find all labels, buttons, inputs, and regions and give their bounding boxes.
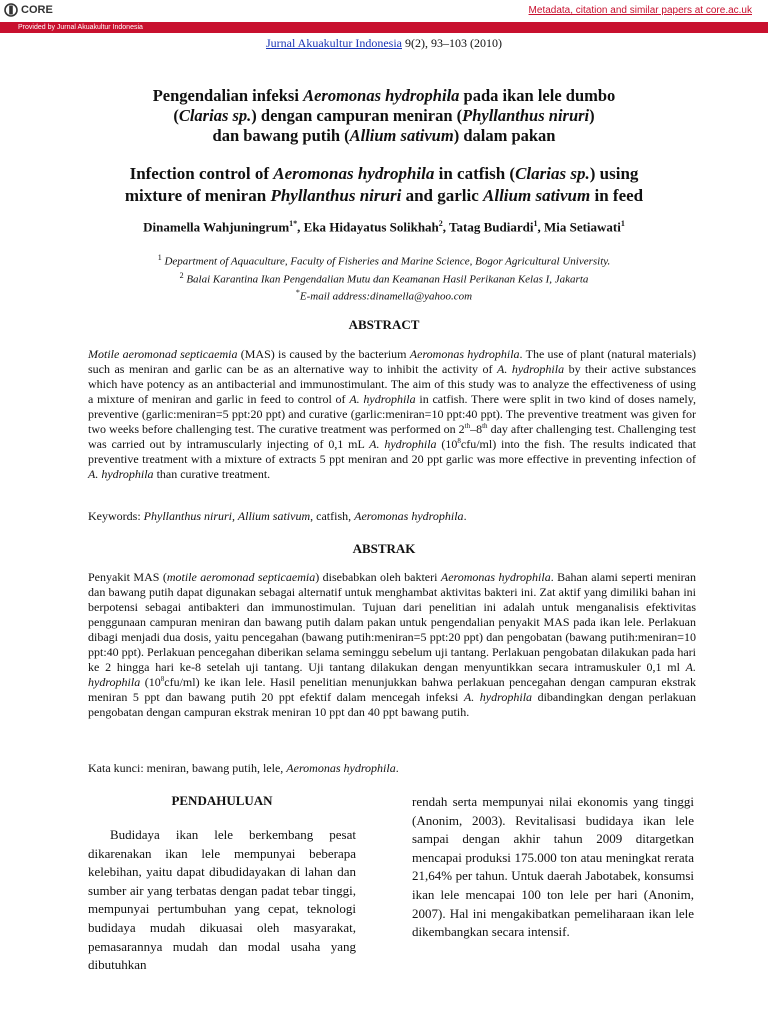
email: *E-mail address:dinamella@yahoo.com (295, 288, 473, 303)
title-indonesian (0, 86, 768, 146)
author: Tatag Budiardi (449, 219, 534, 235)
abstrak-heading: ABSTRAK (352, 541, 416, 556)
author-mark: 1* (289, 219, 298, 228)
abstract-body: Motile aeromonad septicaemia (MAS) is caused by the bacterium Aeromonas hydrophila. The use of plant (natural materials) such as meniran and garlic can be as an alternative way to inhibit the activity of A. hydrophila by their active substances which have potency as an antibacterial and immunostimulant. The aim of this study was to analyze the effectiveness of using a mixture of meniran and garlic in feed to control of A. hydrophila in catfish. There were split in two kind of doses namely, preventive (garlic:meniran=5 ppt:20 ppt) and curative (garlic:meniran=10 ppt:40 ppt). The preventive treatment was given for two weeks before challenging test. The curative treatment was performed on 2th–8th day after challenging test. Challenging test was carried out by intramuscularly injecting of 0,1 mL A. hydrophila $(10^8cfu/ml)$ into the fish. The results indicated that preventive treatment with a mixture of extracts 5 ppt meniran and 20 ppt garlic was more effective in preventing infection of A. hydrophila than curative treatment. (88, 347, 697, 481)
core-logo-text: CORE (21, 4, 53, 16)
title-id-line-2: (Clarias sp.) dengan campuran meniran (Phyllanthus niruri) (173, 106, 595, 125)
author-mark: 2 (438, 219, 443, 228)
pendahuluan-left-column: Budidaya ikan lele berkembang pesat dikarenakan ikan lele mempunyai beberapa kelebihan, yaitu dapat dibudidayakan di lahan dan sumber air yang terbatas dengan padat tebar tinggi, mempunyai pertumbuhan yang cepat, teknologi budidaya mudah dikuasai oleh masyarakat, pemasarannya mudah dan modal usaha yang dibutuhkan (88, 827, 356, 973)
affiliation-1: $^1$ Department of Aquaculture, Faculty of Fisheries and Marine Science, Bogor Agricultural University. (157, 253, 611, 268)
affiliations (0, 251, 768, 304)
provided-by-text[interactable]: Provided by Jurnal Akuakultur Indonesia (18, 24, 143, 31)
title-id-line-3: dan bawang putih (Allium sativum) dalam pakan (212, 126, 556, 145)
journal-name-link[interactable]: Jurnal Akuakultur Indonesia (266, 36, 402, 50)
core-logo[interactable] (4, 3, 53, 17)
core-metadata-link[interactable]: Metadata, citation and similar papers at core.ac.uk (528, 5, 752, 16)
author: Mia Setiawati (543, 219, 621, 235)
title-id-line-1: Pengendalian infeksi Aeromonas hydrophila pada ikan lele dumbo (152, 86, 616, 105)
title-english (0, 163, 768, 207)
journal-volume: 9(2), 93–103 (2010) (402, 36, 502, 50)
kata-kunci: Kata kunci: meniran, bawang putih, lele, Aeromonas hydrophila. (88, 761, 399, 775)
abstract-heading: ABSTRACT (348, 317, 420, 332)
keywords: Keywords: Phyllanthus niruri, Allium sativum, catfish, Aeromonas hydrophila. (88, 509, 467, 523)
pendahuluan-right-column: rendah serta mempunyai nilai ekonomis yang tinggi (Anonim, 2003). Revitalisasi budidaya ikan lele sampai dengan akhir tahun 2009 ditargetkan mencapai produksi 175.000 ton atau meningkat rerata 21,64% per tahun. Untuk daerah Jabotabek, konsumsi ikan lele mencapai 100 ton lele per hari (Anonim, 2007). Hal ini mengakibatkan pemeliharaan ikan lele dikembangkan secara intensif. (412, 794, 694, 940)
title-en-line-2: mixture of meniran Phyllanthus niruri and garlic Allium sativum in feed (124, 186, 644, 205)
affiliation-2: $^2$ Balai Karantina Ikan Pengendalian Mutu dan Keamanan Hasil Perikanan Kelas I, Jakarta (179, 270, 589, 286)
author: Eka Hidayatus Solikhah (303, 219, 439, 235)
journal-citation (0, 36, 768, 51)
author-mark: 1 (533, 219, 538, 228)
core-logo-icon (4, 3, 18, 17)
abstrak-body: Penyakit MAS (motile aeromonad septicaemia) disebabkan oleh bakteri Aeromonas hydrophila. Bahan alami seperti meniran dan bawang putih dapat digunakan sebagai alternatif untuk menghambat aktivitas bakteri ini. Zat aktif yang dimiliki bahan ini berpotensi sebagai antibakteri dan immunostimulan. Tujuan dari penelitian ini adalah untuk menganalisis efektivitas penggunaan campuran meniran dan bawang putih dalam pakan untuk pengendalian penyakit MAS pada ikan lele. Perlakuan dibagi menjadi dua dosis, yaitu pencegahan (bawang putih:meniran=5 ppt:20 ppt) dan pengobatan (bawang putih:meniran=10 ppt:40 ppt). Perlakuan pencegahan diberikan selama seminggu sebelum uji tantang. Perlakuan pengobatan dilakukan pada hari ke 2 hingga hari ke-8 setelah uji tantang. Uji tantang dilakukan dengan menyuntikkan secara intramuskuler 0,1 ml A. hydrophila $(10^8cfu/ml)$ ke ikan lele. Hasil penelitian menunjukkan bahwa perlakuan pencegahan dengan campuran ekstrak meniran 5 ppt dan bawang putih 20 ppt efektif dalam mencegah infeksi A. hydrophila dibandingkan dengan perlakuan pengobatan dengan campuran ekstrak meniran 10 ppt dan 40 ppt bawang putih. (88, 570, 697, 719)
title-en-line-1: Infection control of Aeromonas hydrophila in catfish (Clarias sp.) using (129, 164, 639, 183)
author-mark: 1 (620, 219, 625, 228)
author-list: Dinamella Wahjuningrum$^{1*}$, Eka Hidayatus Solikhah$^2$, Tatag Budiardi$^1$, Mia Setiawati$^1$ (143, 219, 625, 235)
pendahuluan-heading: PENDAHULUAN (171, 793, 273, 808)
author: Dinamella Wahjuningrum (143, 219, 290, 235)
core-header-bar (0, 0, 768, 23)
provided-by-bar (0, 22, 768, 33)
